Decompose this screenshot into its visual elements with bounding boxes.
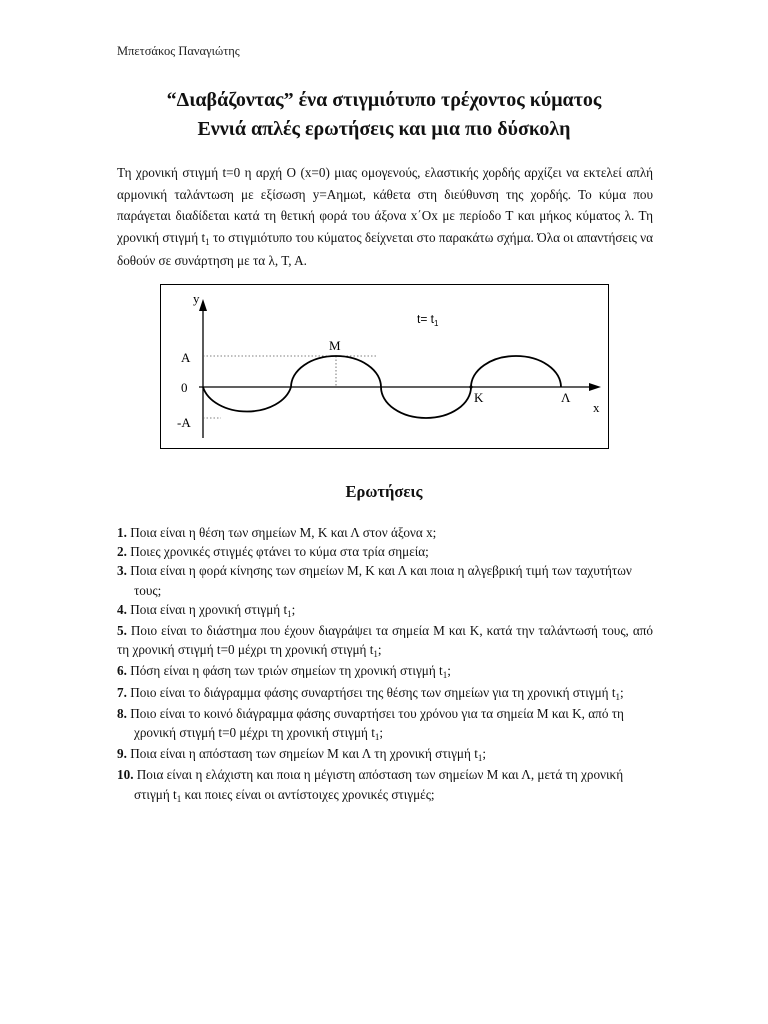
- question-number: 3.: [117, 563, 127, 579]
- x-axis-label: x: [593, 400, 600, 415]
- question-number: 6.: [117, 663, 127, 679]
- negative-amplitude-label: -Α: [177, 415, 191, 430]
- wave-snapshot-figure: [160, 284, 609, 449]
- wave-snapshot-svg: [161, 285, 610, 450]
- question-text: Ποιο είναι το διάγραμμα φάσης συναρτήσει της θέσης των σημείων για τη χρονική στιγμή t: [126, 684, 616, 700]
- question-number: 10.: [117, 767, 134, 783]
- questions-list: [117, 523, 653, 806]
- point-K-marker: [469, 385, 472, 388]
- question-number: 9.: [117, 746, 127, 762]
- question-item: [117, 523, 653, 542]
- question-item: [117, 744, 653, 765]
- y-axis-label: y: [193, 291, 200, 306]
- question-text: Ποια είναι η απόσταση των σημείων Μ και Λ τη χρονική στιγμή t: [126, 746, 478, 762]
- question-item: [117, 542, 653, 561]
- question-subscript: 1: [287, 608, 292, 619]
- questions-heading: Ερωτήσεις: [345, 482, 423, 501]
- intro-subscript: 1: [205, 236, 210, 247]
- point-L-label: Λ: [561, 390, 571, 405]
- author-name: Μπετσάκος Παναγιώτης: [117, 44, 240, 58]
- question-text: Πόση είναι η φάση των τριών σημείων τη χρονική στιγμή t: [126, 663, 443, 679]
- question-text-end: ;: [620, 684, 624, 700]
- question-subscript: 1: [615, 691, 620, 702]
- title-line-2: Εννιά απλές ερωτήσεις και μια πιο δύσκολη: [197, 118, 571, 140]
- y-axis-arrow: [199, 299, 207, 311]
- question-text: Ποια είναι η θέση των σημείων Μ, Κ και Λ στον άξονα x;: [126, 525, 437, 540]
- question-text: Ποιο είναι το κοινό διάγραμμα φάσης συναρτήσει του χρόνου για τα σημεία Μ και Κ, από τη χρονική στιγμή t=0 μέχρι τη χρονική στιγμή t: [126, 705, 624, 741]
- question-text-end: ;: [482, 746, 487, 762]
- intro-paragraph: [117, 162, 653, 272]
- question-item: [117, 765, 653, 805]
- time-label: [417, 312, 439, 328]
- amplitude-label: Α: [181, 350, 191, 365]
- question-item: [117, 661, 653, 682]
- question-text-end: ;: [291, 601, 296, 617]
- question-text: Ποια είναι η χρονική στιγμή t: [126, 601, 288, 617]
- question-subscript: 1: [176, 793, 182, 804]
- intro-text-2: το στιγμιότυπο του κύματος δείχνεται στο παρακάτω σχήμα. Όλα οι απαντήσεις να δοθούν σε συνάρτηση με τα λ, Τ, Α.: [117, 229, 654, 269]
- question-text-end: ;: [447, 663, 451, 679]
- question-number: 5.: [117, 623, 127, 639]
- question-text-end: ;: [377, 642, 382, 658]
- question-item: [117, 704, 653, 744]
- question-item: [117, 561, 653, 599]
- question-subscript: 1: [374, 732, 380, 743]
- question-text-end: ;: [379, 725, 384, 741]
- question-number: 2.: [117, 544, 127, 560]
- question-text: Ποιο είναι το διάστημα που έχουν διαγράψει τα σημεία Μ και Κ, κατά την ταλάντωσή τους, από τη χρονική στιγμή t=0 μέχρι τη χρονική στιγμή t: [117, 623, 653, 658]
- intro-text-1: Τη χρονική στιγμή t=0 η αρχή Ο (x=0) μιας ομογενούς, ελαστικής χορδής αρχίζει να εκτελεί απλή αρμονική ταλάντωση με εξίσωση y=Αημωt, κάθετα στη διεύθυνση της χορδής. Το κύμα που παράγεται διαδίδεται κατά τη θετική φορά του άξονα x΄Ox με περίοδο Τ και μήκος κύματος λ. Τη χρονική στιγμή t: [117, 165, 653, 245]
- question-number: 1.: [117, 525, 127, 540]
- question-item: [117, 600, 653, 621]
- question-subscript: 1: [373, 649, 378, 660]
- question-text: Ποιες χρονικές στιγμές φτάνει το κύμα στα τρία σημεία;: [126, 544, 429, 560]
- question-subscript: 1: [442, 670, 448, 681]
- question-number: 4.: [117, 601, 127, 617]
- point-K-label: Κ: [474, 390, 484, 405]
- x-axis-arrow: [589, 383, 601, 391]
- question-text: Ποια είναι η ελάχιστη και ποια η μέγιστη απόσταση των σημείων Μ και Λ, μετά τη χρονική στιγμή t: [133, 767, 624, 802]
- question-item: [117, 621, 653, 661]
- origin-label: 0: [181, 380, 188, 395]
- page-title: [0, 86, 768, 144]
- question-number: 8.: [117, 705, 127, 721]
- title-line-1: “Διαβάζοντας” ένα στιγμιότυπο τρέχοντος κύματος: [166, 89, 602, 111]
- question-subscript: 1: [477, 753, 483, 764]
- question-item: [117, 683, 653, 704]
- time-label-text: t= t: [417, 312, 435, 326]
- time-label-subscript: 1: [434, 319, 439, 328]
- question-number: 7.: [117, 684, 127, 700]
- question-text: Ποια είναι η φορά κίνησης των σημείων Μ, Κ και Λ και ποια η αλγεβρική τιμή των ταχυτήτων τους;: [126, 563, 632, 598]
- question-text-end: και ποιες είναι οι αντίστοιχες χρονικές στιγμές;: [181, 786, 435, 802]
- point-M-label: Μ: [329, 338, 341, 353]
